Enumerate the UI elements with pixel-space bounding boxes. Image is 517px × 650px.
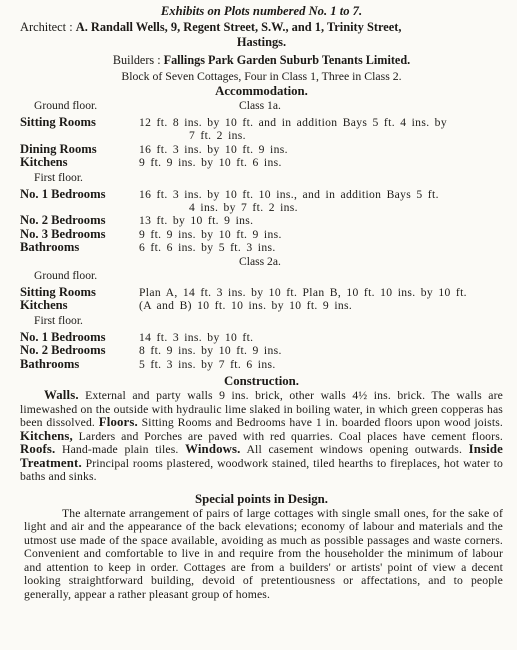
class1-ground-floor: Ground floor. [34,99,98,112]
architect-label: Architect : [20,20,73,34]
room-row: Dining Rooms 16 ft. 3 ins. by 10 ft. 9 ins. [20,141,288,156]
room-row: Kitchens (A and B) 10 ft. 10 ins. by 10 ft. 9 ins. [20,298,353,313]
architect-town: Hastings. [236,35,287,49]
block-description: Block of Seven Cottages, Four in Class 1, Three in Class 2. [121,69,402,83]
room-row: Sitting Rooms Plan A, 14 ft. 3 ins. by 10 ft. Plan B, 10 ft. 10 ins. by 10 ft. [20,285,467,300]
room-row: No. 2 Bedrooms 8 ft. 9 ins. by 10 ft. 9 ins. [20,343,282,358]
class1-header [20,99,503,113]
room-row: Bathrooms 6 ft. 6 ins. by 5 ft. 3 ins. [20,240,276,255]
architect-line [20,20,503,34]
room-row: No. 1 Bedrooms 16 ft. 3 ins. by 10 ft. 10 ins., and in addition Bays 5 ft. 4 ins. by 7 ft. 2 ins. [20,186,439,215]
special-heading: Special points in Design. [195,491,328,506]
class1-first-floor: First floor. [34,170,83,184]
page-title: Exhibits on Plots numbered No. 1 to 7. [160,4,363,18]
room-row: No. 2 Bedrooms 13 ft. by 10 ft. 9 ins. [20,213,254,228]
accommodation-heading: Accommodation. [215,84,308,98]
room-row: No. 3 Bedrooms 9 ft. 9 ins. by 10 ft. 9 ins. [20,226,282,241]
room-row: Kitchens 9 ft. 9 ins. by 10 ft. 6 ins. [20,155,282,170]
class2-ground-floor: Ground floor. [34,269,98,283]
builders-line [20,53,503,67]
architect-name: A. Randall Wells, 9, Regent Street, S.W., and 1, Trinity Street, [75,20,402,34]
room-row: Sitting Rooms 12 ft. 8 ins. by 10 ft. and in addition Bays 5 ft. 4 ins. by 7 ft. 2 ins. [20,115,447,143]
builders-name: Fallings Park Garden Suburb Tenants Limited. [163,53,411,67]
class2-header [20,255,503,268]
construction-paragraph: Walls. External and party walls 9 ins. brick, other walls 4½ ins. brick. The walls are limewashed on the outside with hydraulic lime slaked in boiling water, in which green copperas has been dissolved. Floors. Sitting Rooms and Bedrooms have 1 in. boarded floors upon wood joists. Kitchens, Larders and Porches are paved with red quarries. Coal places have cement floors. Roofs. Hand-made plain tiles. Windows. All casement windows opening outwards. Inside Treatment. Principal rooms plastered, woodwork stained, tiled hearths to fireplaces, hot water to baths and sinks. [20,388,503,484]
class2-first-floor: First floor. [34,313,83,327]
room-row: No. 1 Bedrooms 14 ft. 3 ins. by 10 ft. [20,329,254,344]
class1-label: Class 1a. [239,99,281,112]
class2-label: Class 2a. [239,254,281,268]
room-row: Bathrooms 5 ft. 3 ins. by 7 ft. 6 ins. [20,356,276,371]
builders-label: Builders : [112,53,161,67]
construction-heading: Construction. [223,374,299,389]
special-paragraph: The alternate arrangement of pairs of large cottages with single small ones, for the sake of light and air and the appearance of the back elevations; economy of labour and materials and the utmost use made of the space available, avoiding as much as possible passages and waste corners. Convenient and comfortable to live in and require from the householder the minimum of labour and attention to keep in order. Cottages are from a builders' or artists' point of view a decent looking straightforward building, devoid of pretentiousness or affectations, and to people generally, appear a rather pleasant group of homes. [24,506,503,601]
